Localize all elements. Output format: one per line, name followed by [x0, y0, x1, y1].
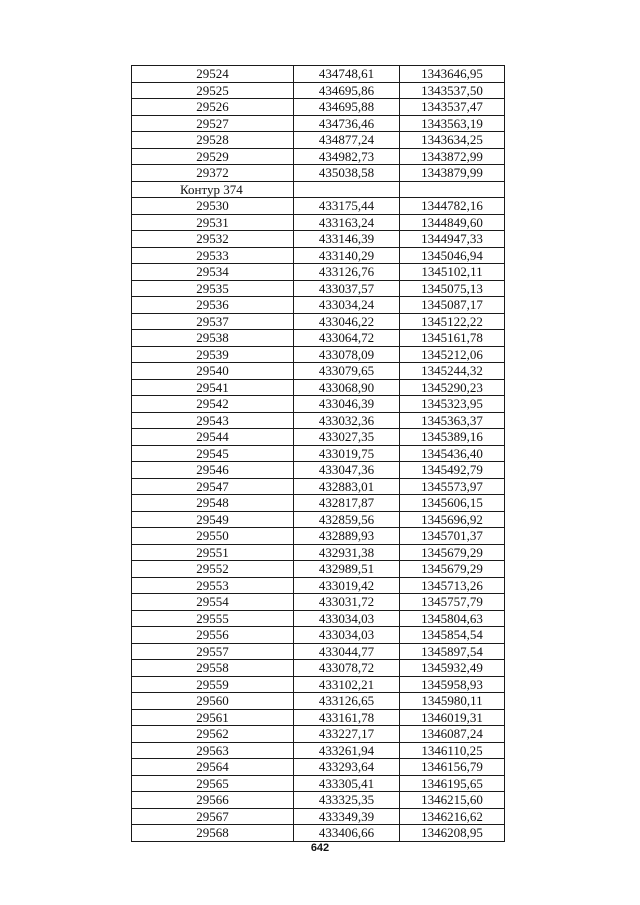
point-id-cell: 29562 [132, 726, 294, 743]
table-row [132, 709, 505, 726]
y-coordinate-cell: 1343537,50 [400, 82, 505, 99]
point-id-cell: 29542 [132, 396, 294, 413]
point-id-cell: 29558 [132, 660, 294, 677]
empty-cell [400, 181, 505, 198]
contour-header-row [132, 181, 505, 198]
x-coordinate-cell: 433146,39 [294, 231, 400, 248]
y-coordinate-cell: 1344947,33 [400, 231, 505, 248]
y-coordinate-cell: 1346019,31 [400, 709, 505, 726]
point-id-cell: 29527 [132, 115, 294, 132]
x-coordinate-cell: 433305,41 [294, 775, 400, 792]
table-row [132, 577, 505, 594]
table-row [132, 396, 505, 413]
x-coordinate-cell: 433044,77 [294, 643, 400, 660]
table-row [132, 511, 505, 528]
x-coordinate-cell: 433034,24 [294, 297, 400, 314]
point-id-cell: 29547 [132, 478, 294, 495]
x-coordinate-cell: 433227,17 [294, 726, 400, 743]
x-coordinate-cell: 433034,03 [294, 610, 400, 627]
x-coordinate-cell: 433019,42 [294, 577, 400, 594]
table-row [132, 693, 505, 710]
y-coordinate-cell: 1344782,16 [400, 198, 505, 215]
point-id-cell: 29561 [132, 709, 294, 726]
table-row [132, 363, 505, 380]
contour-label: Контур 374 [132, 181, 294, 198]
point-id-cell: 29535 [132, 280, 294, 297]
x-coordinate-cell: 433293,64 [294, 759, 400, 776]
table-row [132, 759, 505, 776]
point-id-cell: 29564 [132, 759, 294, 776]
table-row [132, 495, 505, 512]
y-coordinate-cell: 1345980,11 [400, 693, 505, 710]
y-coordinate-cell: 1345679,29 [400, 561, 505, 578]
table-row [132, 660, 505, 677]
y-coordinate-cell: 1345713,26 [400, 577, 505, 594]
point-id-cell: 29528 [132, 132, 294, 149]
point-id-cell: 29543 [132, 412, 294, 429]
empty-cell [294, 181, 400, 198]
y-coordinate-cell: 1343879,99 [400, 165, 505, 182]
y-coordinate-cell: 1345958,93 [400, 676, 505, 693]
table-row [132, 775, 505, 792]
point-id-cell: 29550 [132, 528, 294, 545]
x-coordinate-cell: 433163,24 [294, 214, 400, 231]
y-coordinate-cell: 1345087,17 [400, 297, 505, 314]
table-row [132, 379, 505, 396]
y-coordinate-cell: 1346156,79 [400, 759, 505, 776]
x-coordinate-cell: 433068,90 [294, 379, 400, 396]
y-coordinate-cell: 1346208,95 [400, 825, 505, 842]
point-id-cell: 29560 [132, 693, 294, 710]
x-coordinate-cell: 433034,03 [294, 627, 400, 644]
y-coordinate-cell: 1345290,23 [400, 379, 505, 396]
y-coordinate-cell: 1345804,63 [400, 610, 505, 627]
y-coordinate-cell: 1346110,25 [400, 742, 505, 759]
y-coordinate-cell: 1346087,24 [400, 726, 505, 743]
table-row [132, 66, 505, 83]
table-row [132, 99, 505, 116]
x-coordinate-cell: 434982,73 [294, 148, 400, 165]
y-coordinate-cell: 1345696,92 [400, 511, 505, 528]
x-coordinate-cell: 433126,65 [294, 693, 400, 710]
x-coordinate-cell: 433032,36 [294, 412, 400, 429]
point-id-cell: 29551 [132, 544, 294, 561]
y-coordinate-cell: 1345363,37 [400, 412, 505, 429]
table-row [132, 462, 505, 479]
x-coordinate-cell: 432989,51 [294, 561, 400, 578]
table-row [132, 792, 505, 809]
y-coordinate-cell: 1345323,95 [400, 396, 505, 413]
x-coordinate-cell: 433079,65 [294, 363, 400, 380]
table-row [132, 148, 505, 165]
y-coordinate-cell: 1345854,54 [400, 627, 505, 644]
point-id-cell: 29567 [132, 808, 294, 825]
point-id-cell: 29526 [132, 99, 294, 116]
x-coordinate-cell: 435038,58 [294, 165, 400, 182]
table-row [132, 297, 505, 314]
point-id-cell: 29554 [132, 594, 294, 611]
x-coordinate-cell: 433027,35 [294, 429, 400, 446]
page-number: 642 [310, 842, 330, 854]
x-coordinate-cell: 434736,46 [294, 115, 400, 132]
table-row [132, 561, 505, 578]
point-id-cell: 29557 [132, 643, 294, 660]
y-coordinate-cell: 1343537,47 [400, 99, 505, 116]
y-coordinate-cell: 1345897,54 [400, 643, 505, 660]
table-row [132, 280, 505, 297]
x-coordinate-cell: 433064,72 [294, 330, 400, 347]
point-id-cell: 29372 [132, 165, 294, 182]
y-coordinate-cell: 1345046,94 [400, 247, 505, 264]
coordinates-table [131, 65, 505, 842]
y-coordinate-cell: 1343563,19 [400, 115, 505, 132]
y-coordinate-cell: 1345606,15 [400, 495, 505, 512]
table-row [132, 247, 505, 264]
point-id-cell: 29532 [132, 231, 294, 248]
point-id-cell: 29530 [132, 198, 294, 215]
x-coordinate-cell: 433325,35 [294, 792, 400, 809]
table-row [132, 165, 505, 182]
table-row [132, 214, 505, 231]
x-coordinate-cell: 433161,78 [294, 709, 400, 726]
point-id-cell: 29565 [132, 775, 294, 792]
table-row [132, 429, 505, 446]
x-coordinate-cell: 434748,61 [294, 66, 400, 83]
table-row [132, 330, 505, 347]
table-row [132, 313, 505, 330]
point-id-cell: 29529 [132, 148, 294, 165]
table-row [132, 528, 505, 545]
coordinates-table-body [132, 66, 505, 842]
x-coordinate-cell: 432931,38 [294, 544, 400, 561]
x-coordinate-cell: 433078,72 [294, 660, 400, 677]
table-row [132, 198, 505, 215]
y-coordinate-cell: 1345492,79 [400, 462, 505, 479]
point-id-cell: 29538 [132, 330, 294, 347]
table-row [132, 643, 505, 660]
x-coordinate-cell: 432889,93 [294, 528, 400, 545]
point-id-cell: 29568 [132, 825, 294, 842]
point-id-cell: 29566 [132, 792, 294, 809]
table-row [132, 544, 505, 561]
point-id-cell: 29534 [132, 264, 294, 281]
x-coordinate-cell: 433078,09 [294, 346, 400, 363]
point-id-cell: 29533 [132, 247, 294, 264]
point-id-cell: 29546 [132, 462, 294, 479]
x-coordinate-cell: 432817,87 [294, 495, 400, 512]
table-row [132, 132, 505, 149]
y-coordinate-cell: 1345102,11 [400, 264, 505, 281]
x-coordinate-cell: 433102,21 [294, 676, 400, 693]
y-coordinate-cell: 1343634,25 [400, 132, 505, 149]
table-row [132, 346, 505, 363]
table-row [132, 82, 505, 99]
point-id-cell: 29549 [132, 511, 294, 528]
point-id-cell: 29537 [132, 313, 294, 330]
x-coordinate-cell: 434877,24 [294, 132, 400, 149]
table-row [132, 726, 505, 743]
point-id-cell: 29539 [132, 346, 294, 363]
point-id-cell: 29525 [132, 82, 294, 99]
y-coordinate-cell: 1345436,40 [400, 445, 505, 462]
x-coordinate-cell: 433019,75 [294, 445, 400, 462]
table-row [132, 231, 505, 248]
x-coordinate-cell: 434695,88 [294, 99, 400, 116]
point-id-cell: 29555 [132, 610, 294, 627]
y-coordinate-cell: 1345075,13 [400, 280, 505, 297]
x-coordinate-cell: 433046,39 [294, 396, 400, 413]
point-id-cell: 29536 [132, 297, 294, 314]
table-row [132, 808, 505, 825]
y-coordinate-cell: 1344849,60 [400, 214, 505, 231]
y-coordinate-cell: 1346195,65 [400, 775, 505, 792]
y-coordinate-cell: 1345573,97 [400, 478, 505, 495]
y-coordinate-cell: 1343646,95 [400, 66, 505, 83]
x-coordinate-cell: 433047,36 [294, 462, 400, 479]
y-coordinate-cell: 1345122,22 [400, 313, 505, 330]
table-row [132, 676, 505, 693]
y-coordinate-cell: 1345679,29 [400, 544, 505, 561]
y-coordinate-cell: 1346215,60 [400, 792, 505, 809]
table-row [132, 115, 505, 132]
y-coordinate-cell: 1345389,16 [400, 429, 505, 446]
x-coordinate-cell: 434695,86 [294, 82, 400, 99]
point-id-cell: 29540 [132, 363, 294, 380]
point-id-cell: 29544 [132, 429, 294, 446]
point-id-cell: 29545 [132, 445, 294, 462]
x-coordinate-cell: 433261,94 [294, 742, 400, 759]
point-id-cell: 29556 [132, 627, 294, 644]
y-coordinate-cell: 1343872,99 [400, 148, 505, 165]
point-id-cell: 29531 [132, 214, 294, 231]
table-row [132, 412, 505, 429]
y-coordinate-cell: 1345161,78 [400, 330, 505, 347]
point-id-cell: 29553 [132, 577, 294, 594]
y-coordinate-cell: 1345932,49 [400, 660, 505, 677]
y-coordinate-cell: 1346216,62 [400, 808, 505, 825]
point-id-cell: 29552 [132, 561, 294, 578]
x-coordinate-cell: 433046,22 [294, 313, 400, 330]
x-coordinate-cell: 432883,01 [294, 478, 400, 495]
point-id-cell: 29559 [132, 676, 294, 693]
x-coordinate-cell: 433349,39 [294, 808, 400, 825]
x-coordinate-cell: 433031,72 [294, 594, 400, 611]
point-id-cell: 29548 [132, 495, 294, 512]
x-coordinate-cell: 432859,56 [294, 511, 400, 528]
point-id-cell: 29524 [132, 66, 294, 83]
x-coordinate-cell: 433140,29 [294, 247, 400, 264]
x-coordinate-cell: 433406,66 [294, 825, 400, 842]
table-row [132, 742, 505, 759]
x-coordinate-cell: 433175,44 [294, 198, 400, 215]
table-row [132, 610, 505, 627]
table-row [132, 825, 505, 842]
table-row [132, 627, 505, 644]
y-coordinate-cell: 1345701,37 [400, 528, 505, 545]
table-row [132, 264, 505, 281]
point-id-cell: 29541 [132, 379, 294, 396]
table-row [132, 594, 505, 611]
x-coordinate-cell: 433126,76 [294, 264, 400, 281]
y-coordinate-cell: 1345212,06 [400, 346, 505, 363]
table-row [132, 445, 505, 462]
y-coordinate-cell: 1345244,32 [400, 363, 505, 380]
point-id-cell: 29563 [132, 742, 294, 759]
table-row [132, 478, 505, 495]
x-coordinate-cell: 433037,57 [294, 280, 400, 297]
y-coordinate-cell: 1345757,79 [400, 594, 505, 611]
